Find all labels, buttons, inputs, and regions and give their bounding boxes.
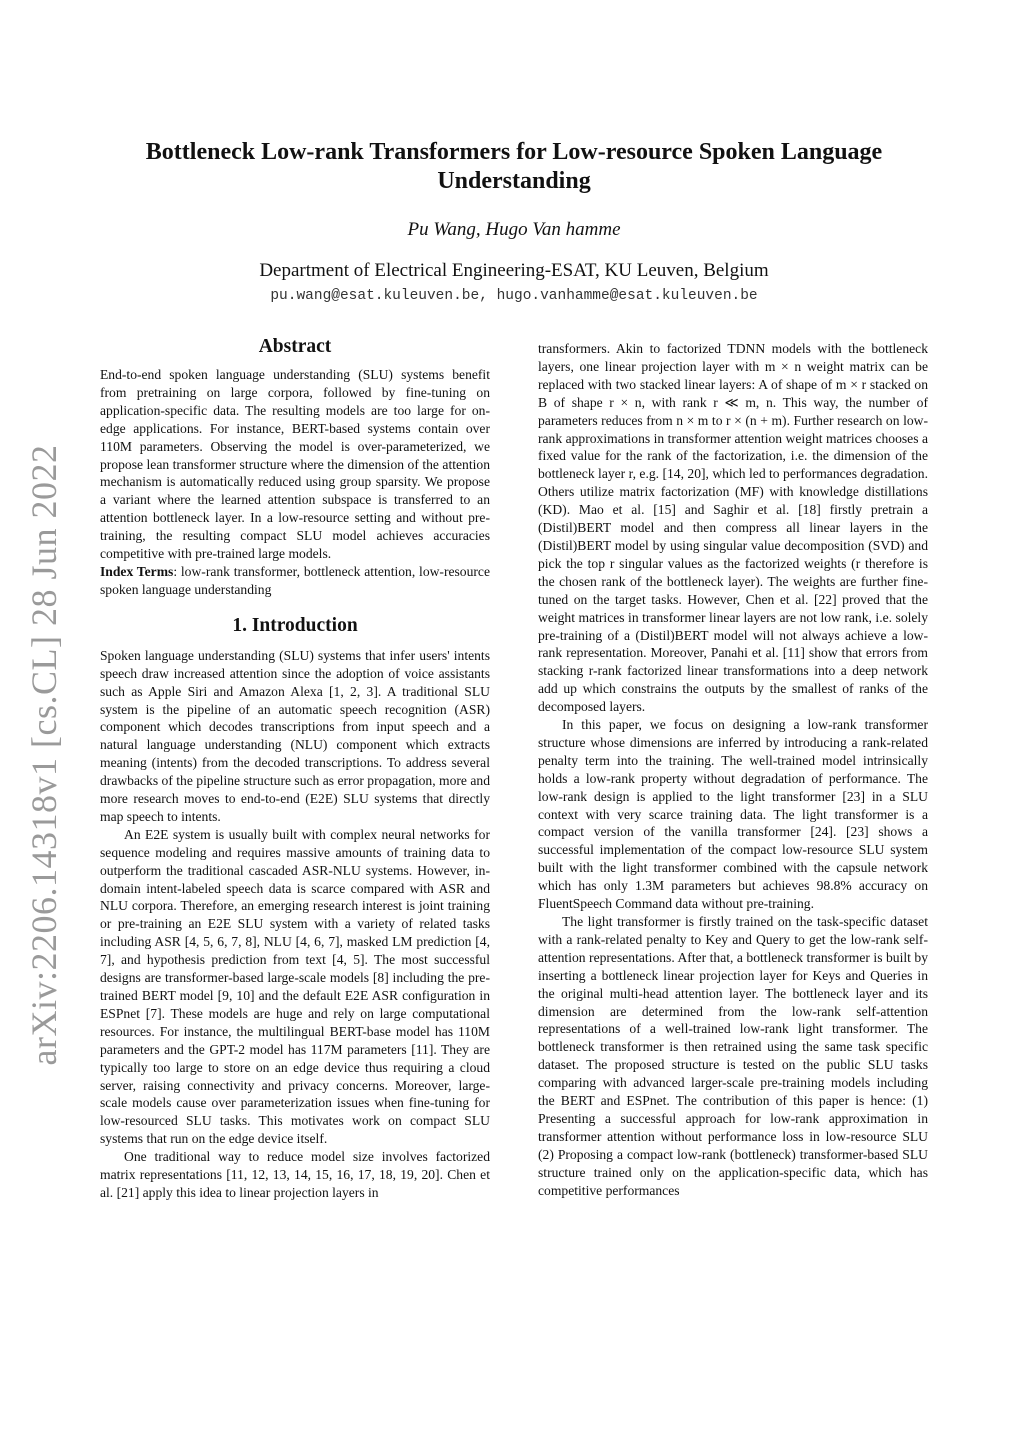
index-terms-text: : low-rank transformer, bottleneck attention, low-resource spoken language understanding (100, 563, 490, 597)
abstract-text: End-to-end spoken language understanding (SLU) systems benefit from pretraining on large corpora, followed by fine-tuning on application-specific data. The resulting models are too large for on-edge applications. For instance, BERT-based systems contain over 110M parameters. Observing the model is over-parameterized, we propose lean transformer structure where the dimension of the attention mechanism is automatically reduced using group sparsity. We propose a variant where the learned attention subspace is transferred to an attention bottleneck layer. In a low-resource setting and without pre-training, the resulting compact SLU model achieves accuracies competitive with pre-trained large models. (100, 367, 490, 562)
arxiv-id: arXiv:2206.14318v1 [cs.CL] 28 Jun 2022 (24, 444, 64, 1066)
intro-paragraph-5: In this paper, we focus on designing a low-rank transformer structure whose dimensions are inferred by introducing a rank-related penalty term into the training. The well-trained model intrinsically holds a low-rank property without degradation of performance. The low-rank design is applied to the light transformer [23] in a SLU context with very scarce training data. The light transformer is a compact version of the vanilla transformer [24]. [23] shows a successful implementation of the compact low-resource SLU system built with the light transformer combined with the capsule network which has only 1.3M parameters but achieves 98.8% accuracy on FluentSpeech Command data without pre-training. (538, 717, 928, 912)
affiliation: Department of Electrical Engineering-ESAT, KU Leuven, Belgium (259, 260, 769, 281)
intro-paragraph-6: The light transformer is firstly trained on the task-specific dataset with a rank-related penalty to Key and Query to get the low-rank self-attention representations. After that, a bottleneck transformer is built by inserting a bottleneck linear projection layer for Keys and Queries in the original multi-head attention layer. The bottleneck layer and its dimension are determined from the low-rank self-attention representations of a well-trained low-rank light transformer. The bottleneck transformer is then retrained using the same task specific dataset. The proposed structure is tested on the public SLU tasks comparing with advanced larger-scale pre-training models including the BERT and ESPnet. The contribution of this paper is hence: (1) Presenting a successful approach for low-rank approximation in transformer attention without performance loss in low-resource SLU (2) Proposing a compact low-rank (bottleneck) transformer-based SLU structure trained only on the application-specific data, which has competitive performances (538, 914, 928, 1198)
right-column (538, 340, 928, 1200)
intro-heading: 1. Introduction (232, 614, 358, 636)
intro-paragraph-3: One traditional way to reduce model size involves factorized matrix representations [11, 12, 13, 14, 15, 16, 17, 18, 19, 20]. Chen et al. [21] apply this idea to linear projection layers in (100, 1149, 490, 1200)
authors: Pu Wang, Hugo Van hamme (407, 219, 621, 240)
paper-title: Bottleneck Low-rank Transformers for Low-resource Spoken Language Understanding (145, 139, 883, 194)
emails: pu.wang@esat.kuleuven.be, hugo.vanhamme@esat.kuleuven.be (270, 288, 758, 304)
abstract-heading: Abstract (258, 336, 332, 357)
left-column (100, 334, 490, 1202)
intro-paragraph-2: An E2E system is usually built with complex neural networks for sequence modeling and requires massive amounts of training data to outperform the traditional cascaded ASR-NLU systems. However, in-domain intent-labeled speech data is scarce compared with ASR and NLU corpora. Therefore, an emerging research interest is joint training or pre-training an E2E SLU system with a variety of related tasks including ASR [4, 5, 6, 7, 8], NLU [4, 6, 7], masked LM prediction [4, 7], and hypothesis prediction from text [4, 5]. The most successful designs are transformer-based large-scale models [8] including the pre-trained BERT model [9, 10] and the default E2E ASR configuration in ESPnet [7]. These models are huge and rely on large computational resources. For instance, the multilingual BERT-base model has 110M parameters and the GPT-2 model has 117M parameters [11]. They are typically too large to store on an edge device thus requiring a cloud server, raising connectivity and privacy concerns. Moreover, large-scale models cause over parameterization issues when fine-tuning for low-resourced SLU tasks. This motivates work on compact SLU systems that run on the edge device itself. (100, 826, 490, 1147)
arxiv-sidebar-stamp (14, 444, 74, 1066)
index-terms (100, 563, 490, 599)
index-terms-label: Index Terms (100, 563, 174, 579)
intro-paragraph-1: Spoken language understanding (SLU) systems that infer users' intents speech draw increased attention since the adoption of voice assistants such as Apple Siri and Amazon Alexa [1, 2, 3]. A traditional SLU system is the pipeline of an automatic speech recognition (ASR) component which decodes transcriptions from input speech and a natural language understanding (NLU) component which extracts meaning (intents) from the decoded transcriptions. To address several drawbacks of the pipeline structure such as error propagation, more and more research moves to end-to-end (E2E) SLU systems that directly map speech to intents. (100, 647, 490, 824)
intro-paragraph-4: transformers. Akin to factorized TDNN models with the bottleneck layers, one linear projection layer with m × n weight matrix can be replaced with two stacked linear layers: A of shape of m × r stacked on B of shape r × n, with rank r ≪ m, n. This way, the number of parameters reduces from n × m to r × (n + m). Further research on low-rank approximations in transformer attention weight matrices chooses a fixed value for the rank of the factorization, i.e. the dimension of the bottleneck layer r, e.g. [14, 20], which led to performances degradation. Others utilize matrix factorization (MF) with knowledge distillations (KD). Mao et al. [15] and Saghir et al. [18] firstly pretrain a (Distil)BERT model and then compress all linear layers in the (Distil)BERT model by using singular value decomposition (SVD) and pick the top r singular values as the factorized weights (r therefore is the chosen rank of the bottleneck layer). The weights are further fine-tuned on the target tasks. However, Chen et al. [22] proved that the weight matrices in transformer linear layers are not low rank, i.e. solely pre-training of a (Distil)BERT model will not always achieve a low-rank representation. Moreover, Panahi et al. [11] show that errors from stacking r-rank factorized linear transformations into a deep network add up which constrains the outputs by the smallest of ranks of the decomposed layers. (538, 341, 928, 715)
